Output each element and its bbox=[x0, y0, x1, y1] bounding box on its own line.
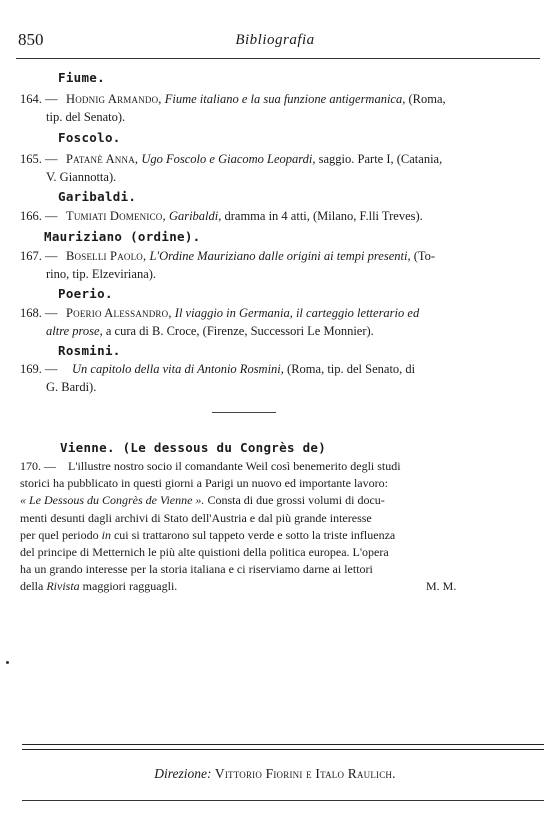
entry-number: 165. — bbox=[20, 152, 58, 166]
bib-entry-167 bbox=[20, 247, 492, 283]
section-heading-foscolo: Foscolo. bbox=[58, 130, 121, 145]
footer-label: Direzione: bbox=[154, 766, 212, 781]
entry-number: 167. — bbox=[20, 249, 58, 263]
entry-title: Rivista bbox=[46, 579, 80, 594]
body-line: L'illustre nostro socio il comandante Weil così benemerito degli studi bbox=[68, 459, 401, 473]
entry-number: 164. — bbox=[20, 92, 58, 106]
section-heading-vienne: Vienne. (Le dessous du Congrès de) bbox=[60, 440, 327, 455]
section-heading-mauriziano: Mauriziano (ordine). bbox=[44, 229, 201, 244]
body-line: della bbox=[20, 579, 47, 594]
header-rule bbox=[16, 58, 540, 59]
entry-text: (Roma, bbox=[405, 92, 446, 106]
entry-title: Ugo Foscolo e Giacomo Leopardi, bbox=[141, 152, 316, 166]
entry-text: tip. del Senato). bbox=[46, 110, 126, 124]
entry-number: 168. — bbox=[20, 306, 58, 320]
footer-credit bbox=[0, 766, 550, 782]
entry-text: a cura di B. Croce, (Firenze, Successori Le Monnier). bbox=[102, 324, 374, 338]
body-line: ha un grando interesse per la storia italiana e ci riserviamo darne ai lettori bbox=[20, 562, 373, 577]
entry-text: saggio. Parte I, (Catania, bbox=[315, 152, 443, 166]
entry-text: G. Bardi). bbox=[46, 380, 97, 394]
entry-number: 166. — bbox=[20, 209, 58, 223]
entry-number: 169. — bbox=[20, 362, 58, 376]
bib-entry-164 bbox=[20, 90, 492, 126]
signature: M. M. bbox=[426, 579, 457, 594]
entry-title: « Le Dessous du Congrès de Vienne ». bbox=[20, 493, 205, 508]
entry-title: altre prose, bbox=[46, 324, 103, 338]
body-line: per quel periodo bbox=[20, 527, 102, 542]
section-heading-fiume: Fiume. bbox=[58, 70, 105, 85]
entry-author: Boselli Paolo, bbox=[66, 249, 147, 263]
section-heading-rosmini: Rosmini. bbox=[58, 343, 121, 358]
entry-text: rino, tip. Elzeviriana). bbox=[46, 267, 157, 281]
body-line: storici ha pubblicato in questi giorni a Parigi un nuovo ed importante lavoro: bbox=[20, 476, 388, 491]
entry-author: Hodnig Armando, bbox=[66, 92, 162, 106]
section-heading-poerio: Poerio. bbox=[58, 286, 113, 301]
body-line: maggiori ragguagli. bbox=[79, 579, 178, 594]
bib-entry-168 bbox=[20, 304, 492, 340]
footer-names: Vittorio Fiorini e Italo Raulich. bbox=[214, 766, 396, 781]
entry-text: (Roma, tip. del Senato, di bbox=[283, 362, 416, 376]
body-line: Consta di due grossi volumi di docu- bbox=[204, 493, 385, 508]
stray-mark bbox=[6, 661, 9, 664]
entry-title: Garibaldi, bbox=[168, 209, 222, 223]
section-divider bbox=[212, 412, 276, 413]
running-title: Bibliografia bbox=[235, 32, 315, 48]
footer-rule-top bbox=[22, 744, 544, 745]
entry-title: Fiume italiano e la sua funzione antigermanica, bbox=[164, 92, 406, 106]
bib-entry-170 bbox=[20, 458, 498, 596]
footer-rule-bottom bbox=[22, 800, 544, 801]
bib-entry-169 bbox=[20, 360, 492, 396]
entry-text: dramma in 4 atti, (Milano, F.lli Treves). bbox=[221, 209, 423, 223]
entry-title: in bbox=[101, 527, 111, 542]
entry-title: L'Ordine Mauriziano dalle origini ai tempi presenti, bbox=[149, 249, 411, 263]
entry-title: Un capitolo della vita di Antonio Rosmini, bbox=[72, 362, 284, 376]
entry-author: Patanè Anna, bbox=[66, 152, 139, 166]
entry-number: 170. — bbox=[20, 459, 56, 473]
entry-text: (To- bbox=[410, 249, 436, 263]
body-line: cui si trattarono sul tappeto verde e sotto la triste influenza bbox=[110, 527, 396, 542]
entry-author: Tumiati Domenico, bbox=[66, 209, 166, 223]
footer-rule-inner bbox=[22, 749, 544, 750]
section-heading-garibaldi: Garibaldi. bbox=[58, 189, 137, 204]
page-number: 850 bbox=[18, 30, 44, 49]
bib-entry-165 bbox=[20, 150, 492, 186]
bib-entry-166 bbox=[20, 207, 492, 225]
entry-author: Poerio Alessandro, bbox=[66, 306, 172, 320]
body-line: menti desunti dagli archivi di Stato dell'Austria e dal più grande interesse bbox=[20, 510, 372, 525]
entry-text: V. Giannotta). bbox=[46, 170, 117, 184]
body-line: del principe di Metternich le più alte quistioni della politica europea. L'opera bbox=[20, 545, 389, 560]
entry-title: Il viaggio in Germania, il carteggio letterario ed bbox=[174, 306, 420, 320]
